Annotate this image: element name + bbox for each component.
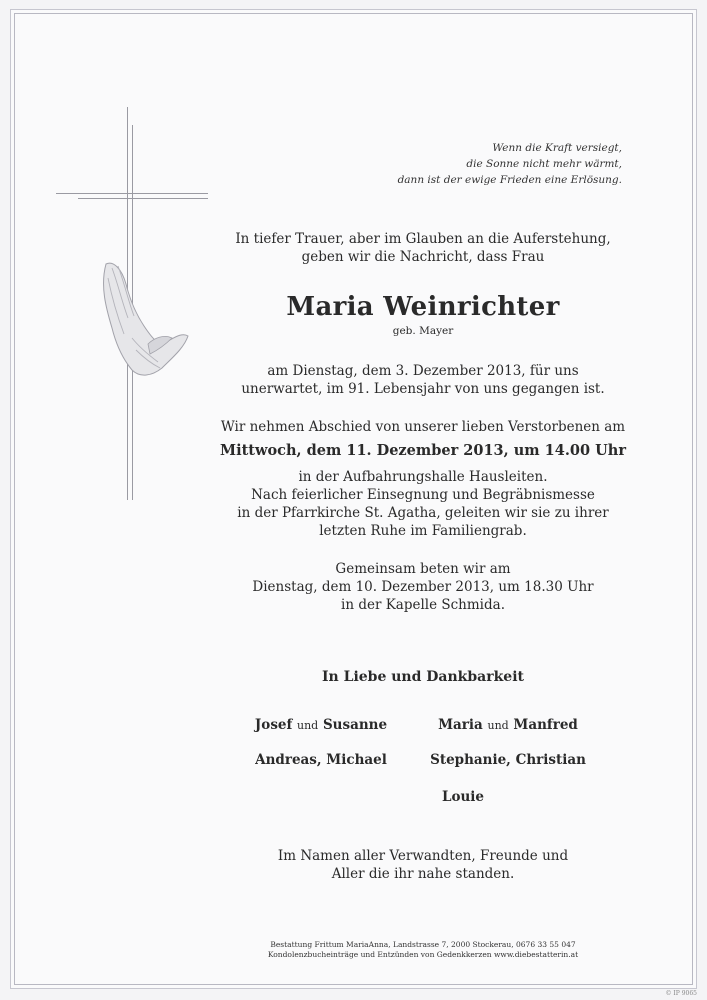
funeral-home-footer xyxy=(205,940,641,960)
funeral-date: Mittwoch, dem 11. Dezember 2013, um 14.00 Uhr xyxy=(220,442,626,459)
conjunction: und xyxy=(487,719,509,732)
prayer-line: Gemeinsam beten wir am xyxy=(335,561,511,577)
prayer-line: in der Kapelle Schmida. xyxy=(341,597,505,613)
intro-text xyxy=(205,230,641,266)
relatives-line: Aller die ihr nahe standen. xyxy=(331,866,515,882)
family-member: Andreas, Michael xyxy=(255,752,387,768)
print-code: © IP 9065 xyxy=(665,990,697,997)
thanks-heading: In Liebe und Dankbarkeit xyxy=(322,669,524,685)
funeral-line: Nach feierlicher Einsegnung und Begräbnismesse xyxy=(251,487,595,503)
intro-line: geben wir die Nachricht, dass Frau xyxy=(301,249,545,265)
family-member xyxy=(418,716,598,735)
footer-line: Bestattung Frittum MariaAnna, Landstrasse 7, 2000 Stockerau, 0676 33 55 047 xyxy=(270,940,576,949)
quote-line: die Sonne nicht mehr wärmt, xyxy=(466,158,622,170)
funeral-line: in der Aufbahrungshalle Hausleiten. xyxy=(298,469,548,485)
deceased-name: Maria Weinrichter xyxy=(286,292,560,322)
cross-horizontal-beam-inner xyxy=(78,198,208,199)
relatives-text xyxy=(205,847,641,883)
funeral-line: letzten Ruhe im Familiengrab. xyxy=(319,523,527,539)
birth-name: geb. Mayer xyxy=(392,325,454,337)
death-notice xyxy=(205,362,641,398)
quote-block xyxy=(322,140,622,188)
quote-line: dann ist der ewige Frieden eine Erlösung. xyxy=(397,174,622,186)
family-member: Louie xyxy=(441,789,485,805)
family-member: Stephanie, Christian xyxy=(430,752,586,768)
relatives-line: Im Namen aller Verwandten, Freunde und xyxy=(277,848,569,864)
quote-line: Wenn die Kraft versiegt, xyxy=(492,142,622,154)
footer-line: Kondolenzbucheinträge und Entzünden von Gedenkkerzen www.diebestatterin.at xyxy=(267,950,579,959)
family-name: Manfred xyxy=(513,717,578,733)
family-name: Susanne xyxy=(322,717,388,733)
family-name: Josef xyxy=(254,717,293,733)
family-member xyxy=(231,716,411,735)
cross-horizontal-beam xyxy=(56,193,208,194)
conjunction: und xyxy=(297,719,319,732)
funeral-line: in der Pfarrkirche St. Agatha, geleiten wir sie zu ihrer xyxy=(237,505,609,521)
family-name: Maria xyxy=(438,717,483,733)
intro-line: In tiefer Trauer, aber im Glauben an die Auferstehung, xyxy=(235,231,611,247)
praying-hands-icon xyxy=(92,258,192,380)
funeral-details xyxy=(205,468,641,540)
death-line: am Dienstag, dem 3. Dezember 2013, für uns xyxy=(267,363,579,379)
farewell-text: Wir nehmen Abschied von unserer lieben Verstorbenen am xyxy=(220,419,626,435)
death-line: unerwartet, im 91. Lebensjahr von uns gegangen ist. xyxy=(241,381,605,397)
prayer-line: Dienstag, dem 10. Dezember 2013, um 18.30 Uhr xyxy=(252,579,594,595)
prayer-notice xyxy=(205,560,641,614)
